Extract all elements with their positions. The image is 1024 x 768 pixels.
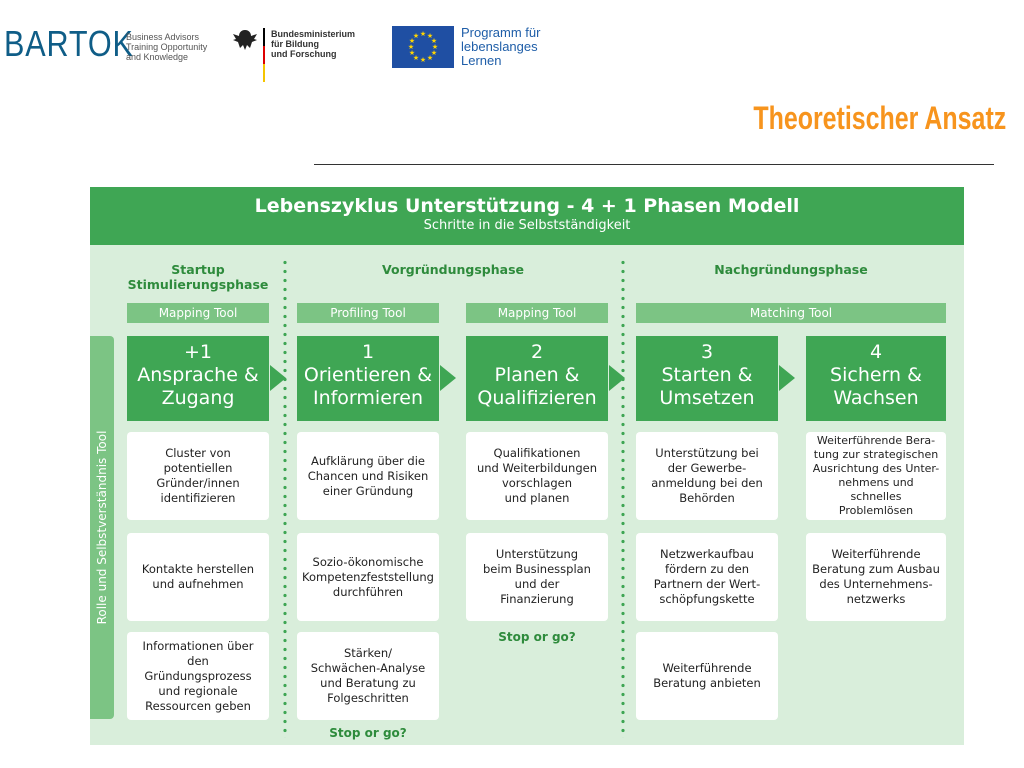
card-registration: Unterstützung bei der Gewerbe- anmeldung bei den Behörden xyxy=(636,432,778,520)
flag-stripe-red xyxy=(263,46,265,64)
bartok-logo: BARTOK xyxy=(4,23,134,64)
stop-or-go: Stop or go? xyxy=(329,726,407,740)
card-qualifications: Qualifikationen und Weiterbildungen vorschlagen und planen xyxy=(466,432,608,520)
card-network: Netzwerkaufbau fördern zu den Partnern der Wert- schöpfungskette xyxy=(636,533,778,621)
eagle-icon xyxy=(231,28,259,52)
tool-mapping-1: Mapping Tool xyxy=(127,303,269,323)
arrow-icon xyxy=(270,365,286,391)
title-underline xyxy=(314,164,994,165)
arrow-icon xyxy=(609,365,625,391)
arrow-icon xyxy=(440,365,456,391)
ministry-text: Bundesministerium für Bildung und Forschung xyxy=(271,29,356,59)
svg-text:★: ★ xyxy=(419,30,427,38)
card-network-expansion: Weiterführende Beratung zum Ausbau des Unternehmens- netzwerks xyxy=(806,533,946,621)
page-title: Theoretischer Ansatz xyxy=(753,100,1006,136)
phase-divider xyxy=(283,258,287,738)
svg-text:★: ★ xyxy=(431,43,439,51)
svg-text:★: ★ xyxy=(430,37,438,45)
card-strategy: Weiterführende Bera- tung zur strategischen Ausrichtung des Unter- nehmens und schnelles Problemlösen xyxy=(806,432,946,520)
phase-divider xyxy=(621,258,625,738)
svg-text:★: ★ xyxy=(430,49,438,57)
card-information: Informationen über den Gründungsprozess und regionale Ressourcen geben xyxy=(127,632,269,720)
stop-or-go: Stop or go? xyxy=(498,630,576,644)
card-identify-founders: Cluster von potentiellen Gründer/innen identifizieren xyxy=(127,432,269,520)
svg-text:★: ★ xyxy=(419,56,427,64)
step-3: 3 Starten & Umsetzen xyxy=(636,336,778,421)
svg-text:★: ★ xyxy=(408,37,416,45)
flag-stripe-black xyxy=(263,28,265,46)
diagram-title: Lebenszyklus Unterstützung - 4 + 1 Phasen Modell xyxy=(254,195,800,217)
svg-text:★: ★ xyxy=(426,32,434,40)
card-contacts: Kontakte herstellen und aufnehmen xyxy=(127,533,269,621)
step-plus-1: +1 Ansprache & Zugang xyxy=(127,336,269,421)
card-swot: Stärken/ Schwächen-Analyse und Beratung zu Folgeschritten xyxy=(297,632,439,720)
svg-text:★: ★ xyxy=(408,49,416,57)
flag-stripe-gold xyxy=(263,64,265,82)
diagram-banner xyxy=(90,187,964,245)
arrow-icon xyxy=(779,365,795,391)
card-risks: Aufklärung über die Chancen und Risiken einer Gründung xyxy=(297,432,439,520)
card-competence: Sozio-ökonomische Kompetenzfeststellung durchführen xyxy=(297,533,439,621)
eu-flag-icon xyxy=(392,26,454,68)
step-4: 4 Sichern & Wachsen xyxy=(806,336,946,421)
svg-text:★: ★ xyxy=(426,54,434,62)
step-1: 1 Orientieren & Informieren xyxy=(297,336,439,421)
card-further-advice: Weiterführende Beratung anbieten xyxy=(636,632,778,720)
tool-matching: Matching Tool xyxy=(636,303,946,323)
tool-mapping-2: Mapping Tool xyxy=(466,303,608,323)
phase-nachgruendung: Nachgründungsphase xyxy=(714,262,868,277)
step-2: 2 Planen & Qualifizieren xyxy=(466,336,608,421)
eu-programme-text: Programm für lebenslanges Lernen xyxy=(461,25,541,68)
card-businessplan: Unterstützung beim Businessplan und der Finanzierung xyxy=(466,533,608,621)
diagram-subtitle: Schritte in die Selbstständigkeit xyxy=(423,218,631,233)
svg-text:★: ★ xyxy=(407,43,415,51)
phase-startup: Startup Stimulierungsphase xyxy=(127,262,269,292)
tool-profiling: Profiling Tool xyxy=(297,303,439,323)
side-label: Rolle und Selbstverständnis Tool xyxy=(95,430,109,625)
svg-text:★: ★ xyxy=(412,32,420,40)
svg-text:★: ★ xyxy=(412,54,420,62)
phase-vorgruendung: Vorgründungsphase xyxy=(382,262,524,277)
bartok-tagline: Business Advisors Training Opportunity and Knowledge xyxy=(126,32,208,62)
